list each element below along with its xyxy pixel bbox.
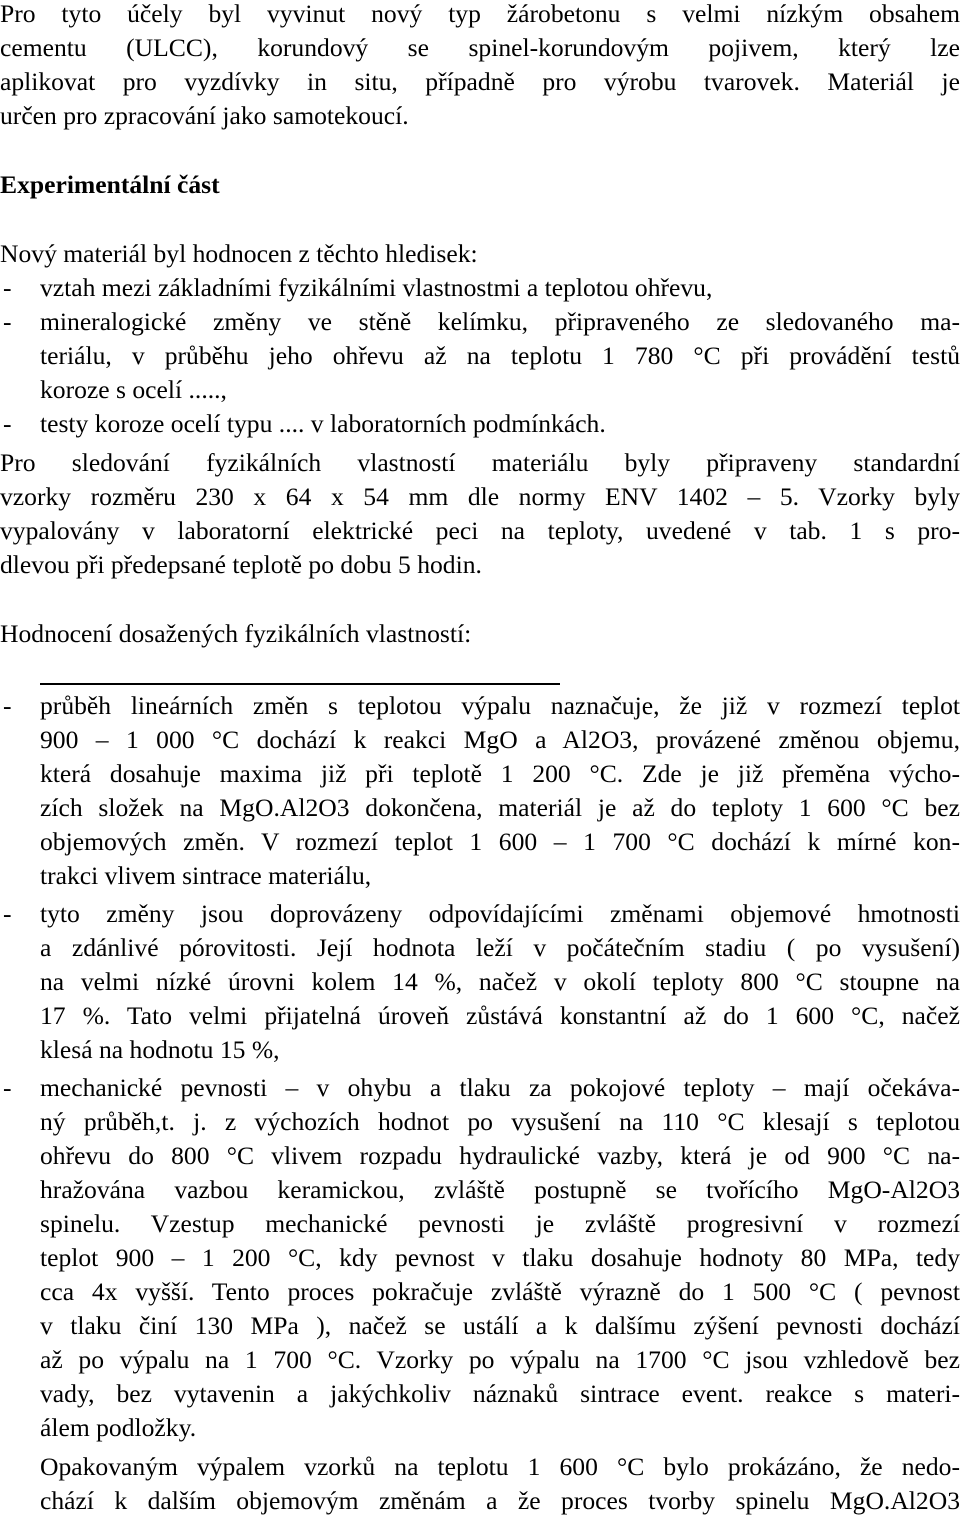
finding-line: trakci vlivem sintrace materiálu, — [40, 861, 372, 890]
finding-line: objemových změn. V rozmezí teplot 1 600 – 1 700 °C dochází k mírné kon- — [40, 827, 960, 856]
intro-line: Pro tyto účely byl vyvinut nový typ žárobetonu s velmi nízkým obsahem — [0, 0, 960, 28]
finding-line: 900 – 1 000 °C dochází k reakci MgO a Al2O3, provázené změnou objemu, — [40, 725, 960, 754]
finding-line: álem podložky. — [40, 1413, 197, 1442]
samples-line: vypalovány v laboratorní elektrické peci na teploty, uvedené v tab. 1 s pro- — [0, 516, 960, 545]
finding-line: ný průběh,t. j. z výchozích hodnot po vysušení na 110 °C klesají s teplotou — [40, 1107, 960, 1136]
finding-line: ohřevu do 800 °C vlivem rozpadu hydraulické vazby, která je od 900 °C na- — [40, 1141, 960, 1170]
list-dash: - — [3, 1073, 12, 1102]
finding-line: cca 4x vyšší. Tento proces pokračuje zvláště výrazně do 1 500 °C ( pevnost — [40, 1277, 960, 1306]
finding-line: klesá na hodnotu 15 %, — [40, 1035, 280, 1064]
underline-rule — [40, 683, 560, 685]
finding-line: která dosahuje maxima již při teplotě 1 200 °C. Zde je již přeměna výcho- — [40, 759, 960, 788]
list-dash: - — [3, 691, 12, 720]
finding-line: a zdánlivé pórovitosti. Její hodnota leží v počátečním stadiu ( po vysušení) — [40, 933, 960, 962]
criteria-item: vztah mezi základními fyzikálními vlastnostmi a teplotou ohřevu, — [40, 273, 713, 302]
criteria-item: testy koroze ocelí typu .... v laboratorních podmínkách. — [40, 409, 606, 438]
intro-line: cementu (ULCC), korundový se spinel-korundovým pojivem, který lze — [0, 33, 960, 62]
finding-line: mechanické pevnosti – v ohybu a tlaku za pokojové teploty – mají očekáva- — [40, 1073, 960, 1102]
finding-line: teplot 900 – 1 200 °C, kdy pevnost v tlaku dosahuje hodnoty 80 MPa, tedy — [40, 1243, 960, 1272]
samples-line: Pro sledování fyzikálních vlastností materiálu byly připraveny standardní — [0, 448, 960, 477]
criteria-item: teriálu, v průběhu jeho ohřevu až na teplotu 1 780 °C při provádění testů — [40, 341, 960, 370]
list-dash: - — [3, 273, 12, 302]
evaluation-title: Hodnocení dosažených fyzikálních vlastností: — [0, 619, 472, 648]
samples-line: dlevou při předepsané teplotě po dobu 5 hodin. — [0, 550, 482, 579]
closing-line: chází k dalším objemovým změnám a že proces tvorby spinelu MgO.Al2O3 — [40, 1486, 960, 1515]
finding-line: až po výpalu na 1 700 °C. Vzorky po výpalu na 1700 °C jsou vzhledově bez — [40, 1345, 960, 1374]
section-heading: Experimentální část — [0, 170, 220, 199]
samples-line: vzorky rozměru 230 x 64 x 54 mm dle normy ENV 1402 – 5. Vzorky byly — [0, 482, 960, 511]
finding-line: průběh lineárních změn s teplotou výpalu naznačuje, že již v rozmezí teplot — [40, 691, 960, 720]
finding-line: spinelu. Vzestup mechanické pevnosti je zvláště progresivní v rozmezí — [40, 1209, 960, 1238]
intro-line: určen pro zpracování jako samotekoucí. — [0, 101, 409, 130]
list-dash: - — [3, 409, 12, 438]
finding-line: vady, bez vytavenin a jakýchkoliv náznaků sintrace event. reakce s materi- — [40, 1379, 960, 1408]
finding-line: na velmi nízké úrovni kolem 14 %, načež v okolí teploty 800 °C stoupne na — [40, 967, 960, 996]
finding-line: v tlaku činí 130 MPa ), načež se ustálí a k dalšímu zýšení pevnosti dochází — [40, 1311, 960, 1340]
criteria-intro: Nový materiál byl hodnocen z těchto hledisek: — [0, 239, 478, 268]
list-dash: - — [3, 899, 12, 928]
list-dash: - — [3, 307, 12, 336]
criteria-item: koroze s ocelí ....., — [40, 375, 227, 404]
finding-line: tyto změny jsou doprovázeny odpovídajícími změnami objemové hmotnosti — [40, 899, 960, 928]
closing-line: Opakovaným výpalem vzorků na teplotu 1 600 °C bylo prokázáno, že nedo- — [40, 1452, 960, 1481]
criteria-item: mineralogické změny ve stěně kelímku, připraveného ze sledovaného ma- — [40, 307, 960, 336]
intro-line: aplikovat pro vyzdívky in situ, případně pro výrobu tvarovek. Materiál je — [0, 67, 960, 96]
finding-line: zích složek na MgO.Al2O3 dokončena, materiál je až do teploty 1 600 °C bez — [40, 793, 960, 822]
finding-line: 17 %. Tato velmi přijatelná úroveň zůstává konstantní až do 1 600 °C, načež — [40, 1001, 960, 1030]
finding-line: hražována vazbou keramickou, zvláště postupně se tvořícího MgO-Al2O3 — [40, 1175, 960, 1204]
